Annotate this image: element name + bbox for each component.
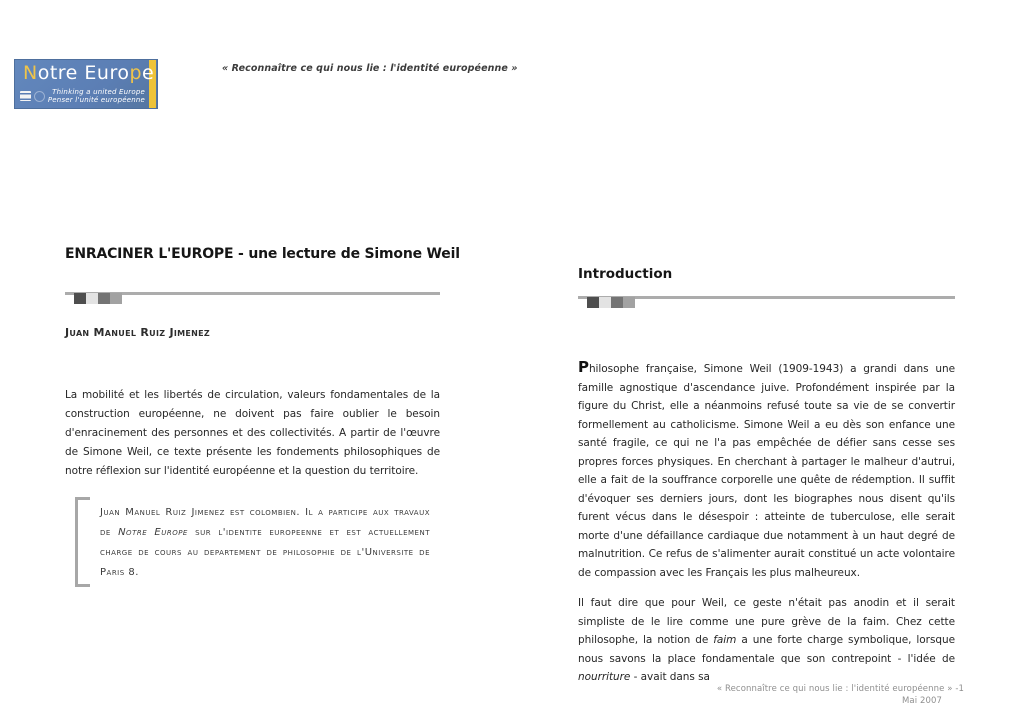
page-footer — [717, 683, 964, 707]
italic-word-nourriture: nourriture — [578, 671, 631, 683]
rule-square-medium — [98, 293, 110, 304]
logo-word-end: e — [142, 62, 155, 84]
footer-date: Mai 2007 — [901, 696, 942, 706]
rule-square-light — [86, 293, 98, 304]
rule-square-gray — [110, 293, 122, 304]
intro-paragraph-1 — [578, 358, 955, 582]
logo-word-mid: otre Euro — [37, 62, 130, 84]
introduction-body — [578, 358, 955, 699]
logo-tagline-row — [20, 88, 145, 104]
title-rule — [65, 292, 440, 308]
rule-square-gray — [623, 297, 635, 308]
logo-taglines — [47, 88, 145, 104]
logo-tagline-en: Thinking a united Europe — [52, 88, 145, 96]
running-header-quote: « Reconnaître ce qui nous lie : l'identité européenne » — [222, 63, 518, 74]
introduction-rule — [578, 296, 955, 312]
logo-tagline-fr: Penser l'unité européenne — [47, 96, 145, 104]
intro-paragraph-2 — [578, 594, 955, 687]
bio-segment: sur l'identite europeenne et est actuellement charge de cours au departement de philosophie de l'Universite de Paris 8. — [100, 527, 430, 578]
abstract-paragraph: La mobilité et les libertés de circulation, valeurs fondamentales de la construction européenne, ne doivent pas faire oublier le besoin d'enracinement des personnes et des collectivités. A partir de l'œuvre de Simone Weil, ce texte présente les fondements philosophiques de notre réflexion sur l'identité européenne et la question du territoire. — [65, 389, 440, 477]
rule-squares — [587, 297, 635, 308]
bio-notre-europe: Notre Europe — [118, 527, 188, 538]
notre-europe-logo — [14, 59, 158, 109]
rule-square-dark — [587, 297, 599, 308]
bio-bracket — [75, 497, 90, 587]
rule-square-light — [599, 297, 611, 308]
logo-wordmark — [23, 62, 155, 84]
footer-quote-pagenum: « Reconnaître ce qui nous lie : l'identité européenne » -1 — [716, 684, 964, 694]
stars-circle-icon — [34, 91, 45, 102]
paragraph-text: hilosophe française, Simone Weil (1909-1943) a grandi dans une famille agnostique d'ascendance juive. Profondément inspirée par la figure du Christ, elle a néanmoins refusé toute sa vie de se convertir formellement au catholicisme. Simone Weil a eu dès son enfance une santé fragile, ce qui ne l'a pas empêchée de défier sans cesse ses propres forces physiques. En cherchant à partager le malheur d'autrui, elle a fait de la souffrance corporelle une quête de rédemption. Il suffit d'évoquer ses derniers jours, dont les biographes nous disent qu'ils furent vécus dans le désespoir : atteinte de tuberculose, elle serait morte d'une défaillance cardiaque due notamment à un haut degré de malnutrition. Ce refus de s'alimenter aurait constitué un acte volontaire de compassion avec les Français les plus malheureux. — [578, 363, 955, 579]
italic-word-faim: faim — [713, 634, 737, 646]
rule-square-dark — [74, 293, 86, 304]
logo-letter-n: N — [23, 62, 38, 84]
logo-letter-p: p — [129, 62, 143, 84]
document-title: ENRACINER L'EUROPE - une lecture de Simone Weil — [65, 246, 460, 262]
rule-squares — [74, 293, 122, 304]
author-name: Juan Manuel Ruiz Jimenez — [65, 326, 211, 339]
paragraph-text: - avait dans sa — [630, 671, 710, 683]
rule-square-medium — [611, 297, 623, 308]
bio-segment: Juan Manuel Ruiz Jimenez est colombien. Il a participe aux travaux de — [100, 507, 430, 538]
book-icon — [20, 91, 31, 101]
paragraph-text: a une forte charge symbolique, lorsque nous savons la place fondamentale que son contrepoint - l'idée de — [578, 634, 955, 665]
introduction-heading: Introduction — [578, 266, 673, 282]
author-bio — [100, 503, 430, 583]
paragraph-text: Il faut dire que pour Weil, ce geste n'était pas anodin et il serait simpliste de le lire comme une pure grève de la faim. Chez cette philosophe, la notion de — [578, 597, 955, 646]
paragraph-initial: P — [578, 358, 589, 376]
